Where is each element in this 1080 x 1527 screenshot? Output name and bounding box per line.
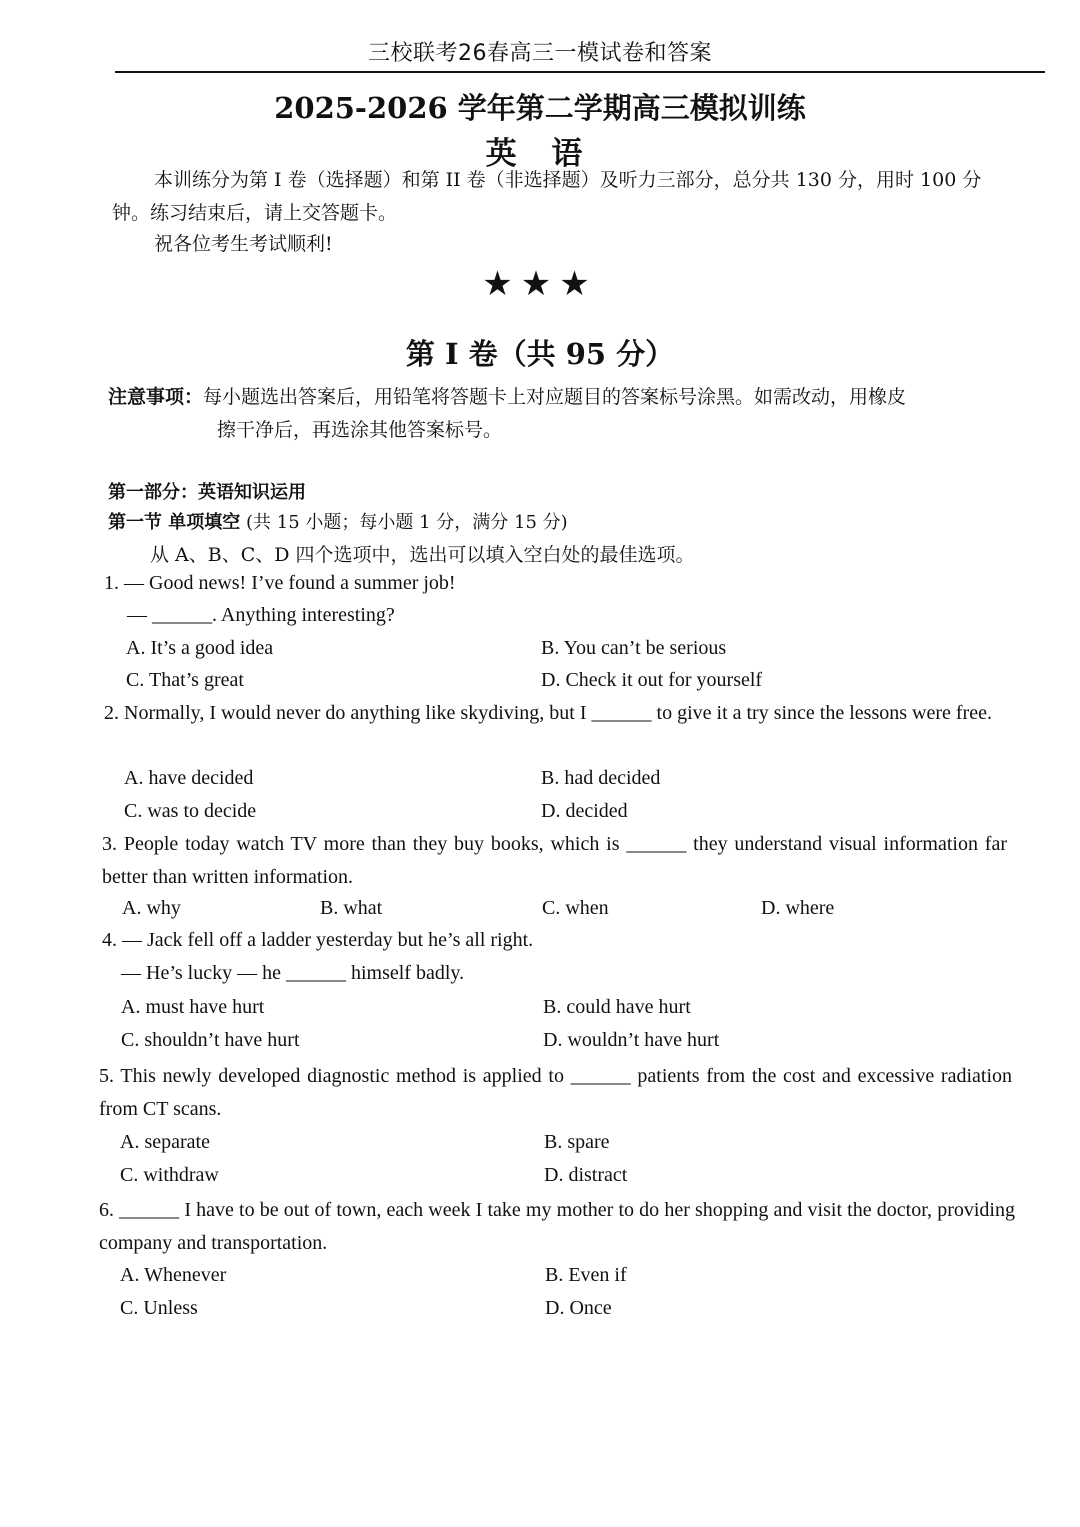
question-1-line-1: 1. — Good news! I’ve found a summer job! [104,572,456,594]
question-3-option-a[interactable]: A. why [122,897,181,919]
question-2-stem: 2. Normally, I would never do anything like skydiving, but I ______ to give it a try since the lessons were free. [104,702,992,724]
notice-label: 注意事项： [108,386,204,408]
question-1-option-c[interactable]: C. That’s great [126,669,244,691]
question-5-option-a[interactable]: A. separate [120,1131,210,1153]
question-3-stem: 3. People today watch TV more than they buy books, which is ______ they understand visual information far better than written information. [102,833,1007,888]
question-1-option-d[interactable]: D. Check it out for yourself [541,669,763,691]
exam-title: 2025-2026 学年第二学期高三模拟训练 [274,91,806,125]
question-1-option-a[interactable]: A. It’s a good idea [126,637,274,659]
section-instruction: 从 A、B、C、D 四个选项中，选出可以填入空白处的最佳选项。 [150,544,695,566]
notice-line-2: 擦干净后，再选涂其他答案标号。 [217,419,503,441]
question-4-option-a[interactable]: A. must have hurt [121,996,265,1018]
notice-block [108,381,1000,447]
question-3-option-b[interactable]: B. what [320,897,383,919]
question-6-option-b[interactable]: B. Even if [545,1264,627,1286]
question-3-option-c[interactable]: C. when [542,897,609,919]
question-2-option-d[interactable]: D. decided [541,800,628,822]
question-5-option-c[interactable]: C. withdraw [120,1164,219,1186]
question-4-line-1: 4. — Jack fell off a ladder yesterday but he’s all right. [102,929,534,951]
question-6-option-d[interactable]: D. Once [545,1297,612,1319]
question-6-option-a[interactable]: A. Whenever [120,1264,227,1286]
question-5-option-d[interactable]: D. distract [544,1164,628,1186]
question-6-stem: 6. ______ I have to be out of town, each week I take my mother to do her shopping and visit the doctor, providing company and transportation. [99,1199,1015,1254]
subject-title: 英 语 [485,136,595,172]
exam-banner: 三校联考26春高三一模试卷和答案 [368,41,712,66]
question-1-option-b[interactable]: B. You can’t be serious [541,637,727,659]
section-scoring: (共 15 小题；每小题 1 分，满分 15 分) [240,512,568,533]
question-5-stem: 5. This newly developed diagnostic method is applied to ______ patients from the cost and excessive radiation from CT scans. [99,1065,1012,1120]
question-2-option-b[interactable]: B. had decided [541,767,661,789]
section-heading [108,508,568,534]
header-rule [115,71,1045,73]
exam-intro: 本训练分为第 I 卷（选择题）和第 II 卷（非选择题）及听力三部分，总分共 130 分，用时 100 分钟。练习结束后，请上交答题卡。 [112,169,982,224]
question-4-option-d[interactable]: D. wouldn’t have hurt [543,1029,720,1051]
volume-title: 第 I 卷（共 95 分） [405,337,675,371]
star-divider: ★★★ [482,264,598,304]
question-1-line-2: — ______. Anything interesting? [127,604,395,626]
question-2-option-a[interactable]: A. have decided [124,767,254,789]
notice-line-1: 每小题选出答案后，用铅笔将答题卡上对应题目的答案标号涂黑。如需改动，用橡皮 [203,386,907,408]
question-5-option-b[interactable]: B. spare [544,1131,610,1153]
question-4-line-2: — He’s lucky — he ______ himself badly. [121,962,465,984]
section-title: 第一节 单项填空 [108,512,241,533]
question-3-option-d[interactable]: D. where [761,897,835,919]
question-4-option-c[interactable]: C. shouldn’t have hurt [121,1029,300,1051]
part-heading: 第一部分：英语知识运用 [108,482,306,503]
question-2-option-c[interactable]: C. was to decide [124,800,257,822]
question-6-option-c[interactable]: C. Unless [120,1297,198,1319]
question-4-option-b[interactable]: B. could have hurt [543,996,691,1018]
good-luck-text: 祝各位考生考试顺利! [154,233,333,255]
